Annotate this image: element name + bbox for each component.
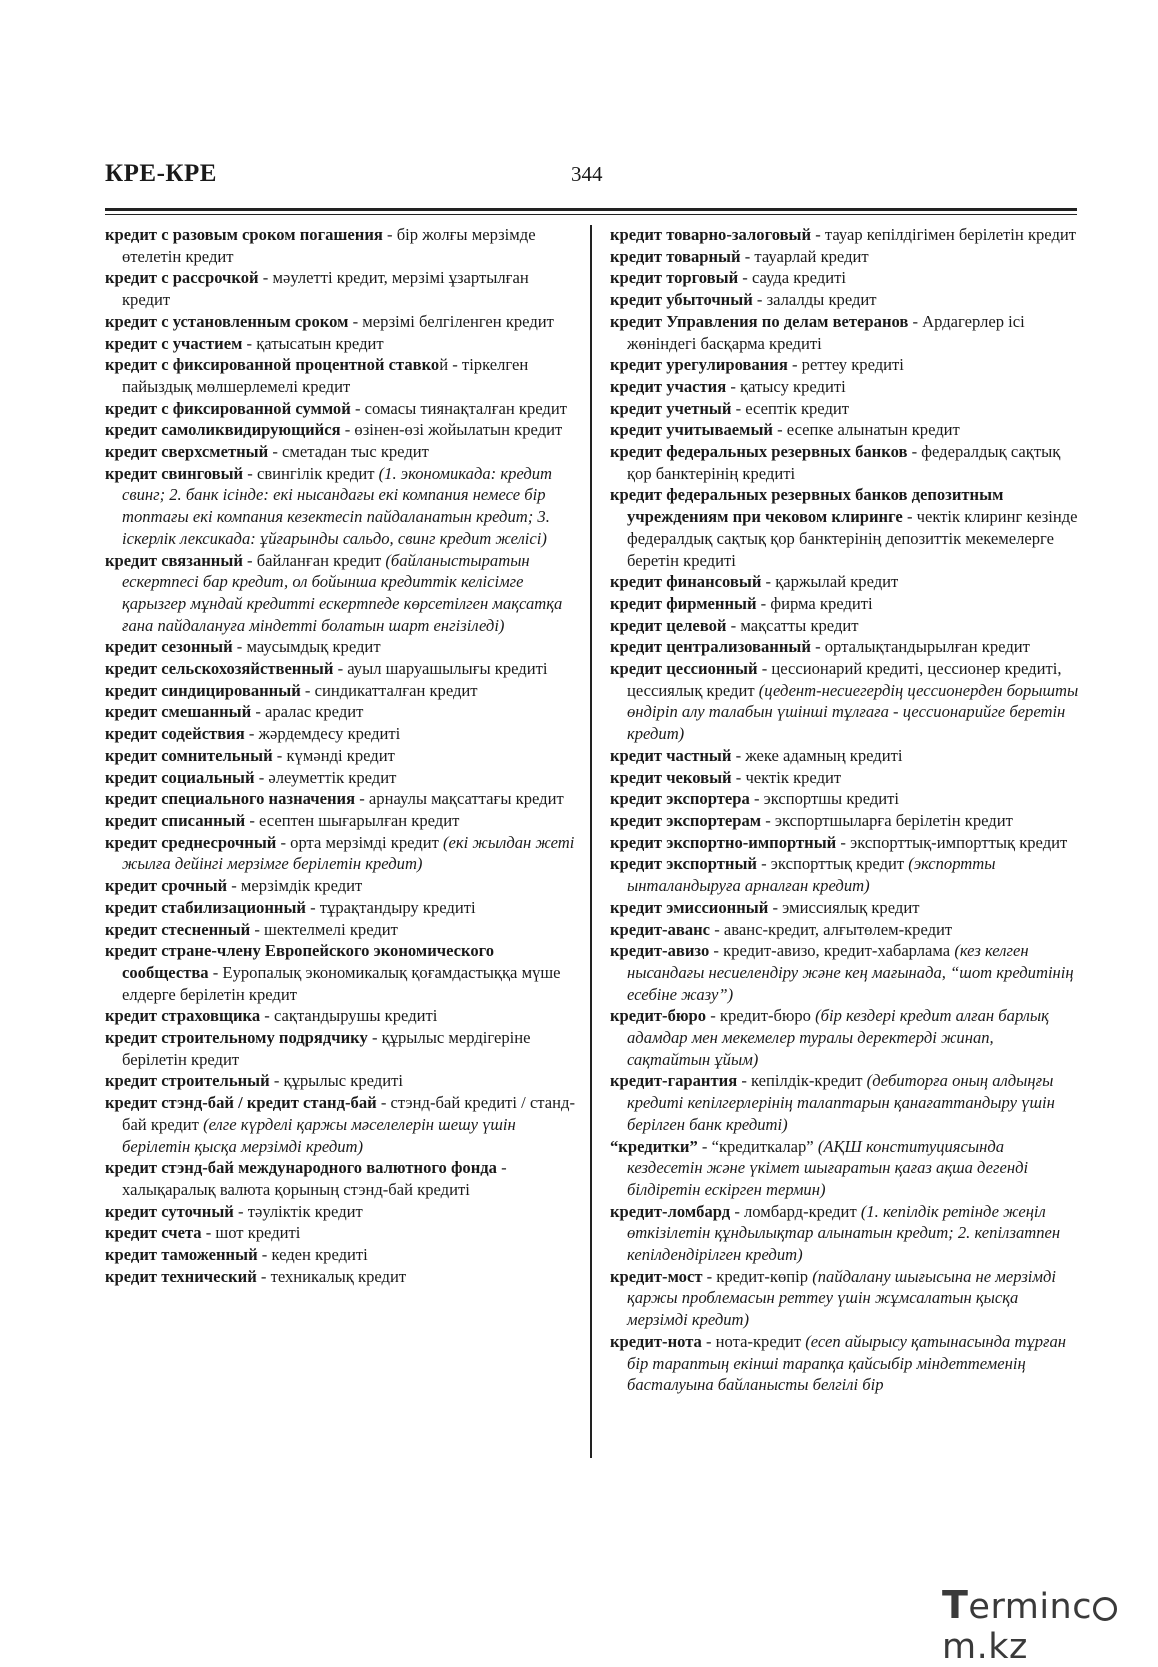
entry-term: кредит-мост: [610, 1266, 703, 1286]
dictionary-entry: [105, 1070, 575, 1092]
entry-term: кредит сельскохозяйственный: [105, 659, 334, 679]
entry-definition: - ауыл шаруашылығы кредиті: [333, 659, 548, 679]
entry-term: кредит экспортный: [610, 854, 757, 874]
entry-term: кредит строительному подрядчику: [105, 1028, 368, 1048]
entry-term: кредит стэнд-бай / кредит станд-бай: [105, 1093, 377, 1113]
entry-term: кредит свинговый: [105, 463, 244, 483]
dictionary-entry: [105, 463, 575, 550]
entry-term: кредит учитываемый: [610, 420, 773, 440]
entry-term: кредит срочный: [105, 876, 228, 896]
dictionary-entry: [610, 897, 1080, 919]
entry-term: кредит стесненный: [105, 919, 251, 939]
entry-term: кредит фирменный: [610, 593, 757, 613]
entry-term: кредит частный: [610, 745, 732, 765]
entry-definition: - өзінен-өзі жойылатын кредит: [340, 420, 563, 440]
entry-definition: - Ардагерлер ісі жөніндегі басқарма кредиті: [627, 311, 1025, 353]
dictionary-entry: [610, 224, 1080, 246]
dictionary-entry: [610, 853, 1080, 896]
dictionary-entry: [610, 376, 1080, 398]
entry-term: кредит содействия: [105, 724, 245, 744]
dictionary-entry: [610, 1070, 1080, 1135]
entry-term: кредит товарный: [610, 246, 741, 266]
entry-definition: - аванс-кредит, алғытөлем-кредит: [710, 919, 953, 939]
dictionary-entry: [610, 1201, 1080, 1266]
dictionary-entry: [610, 810, 1080, 832]
dictionary-entry: [105, 224, 575, 267]
entry-definition: - байланған кредит: [242, 550, 386, 570]
dictionary-entry: [105, 1222, 575, 1244]
entry-term: кредит с установленным сроком: [105, 311, 349, 331]
entry-definition: - арнаулы мақсаттағы кредит: [355, 789, 564, 809]
entry-definition: - кепілдік-кредит: [737, 1071, 867, 1091]
dictionary-entry: [105, 1157, 575, 1200]
entry-note: (1. кепілдік ретінде жеңіл өткізілетін құндылықтар алынатын кредит; 2. кепілзатпен кепілдендірілген кредит): [627, 1201, 1061, 1265]
logo-letter: T: [942, 1583, 969, 1627]
dictionary-entry: [105, 875, 575, 897]
entry-term: кредит эмиссионный: [610, 897, 769, 917]
dictionary-entry: [105, 311, 575, 333]
dictionary-entry: [610, 1266, 1080, 1331]
entry-definition: - залалды кредит: [752, 290, 877, 310]
dictionary-entry: [610, 398, 1080, 420]
entry-definition: - экспорттық кредит: [756, 854, 909, 874]
dictionary-entry: [610, 658, 1080, 745]
dictionary-entry: [610, 289, 1080, 311]
dictionary-entry: [610, 419, 1080, 441]
dictionary-entry: [105, 333, 575, 355]
entry-term: кредит суточный: [105, 1201, 234, 1221]
entry-term: кредит-бюро: [610, 1006, 707, 1026]
entry-term: кредит с рассрочкой: [105, 268, 259, 288]
entry-definition: - реттеу кредиті: [787, 355, 904, 375]
entry-note: (екі жылдан жеті жылға дейінгі мерзімге берілетін кредит): [122, 832, 575, 874]
dictionary-entry: [105, 940, 575, 1005]
entry-note: (елге күрделі қаржы мәселелерін шешу үшін берілетін қысқа мерзімді кредит): [122, 1114, 516, 1156]
entry-definition: - қаржылай кредит: [761, 572, 899, 592]
entry-term: кредит участия: [610, 376, 727, 396]
entry-definition: - халықаралық валюта қорының стэнд-бай кредиті: [122, 1158, 507, 1199]
dictionary-entry: [610, 246, 1080, 268]
entry-term: кредит урегулирования: [610, 355, 788, 375]
entry-term: кредит централизованный: [610, 637, 811, 657]
page-header-range: КРЕ-КРЕ: [105, 160, 217, 187]
entry-term: кредит сезонный: [105, 637, 233, 657]
entry-note: (экспортты ынталандыруға арналған кредит): [627, 854, 996, 896]
entry-definition: - фирма кредиті: [756, 593, 873, 613]
dictionary-entry: [610, 919, 1080, 941]
dictionary-entry: [610, 1005, 1080, 1070]
dictionary-entry: [105, 354, 575, 397]
entry-term: кредит с фиксированной суммой: [105, 398, 351, 418]
entry-term: кредит стэнд-бай международного валютного фонда: [105, 1158, 497, 1178]
dictionary-entry: [105, 1005, 575, 1027]
dictionary-entry: [610, 593, 1080, 615]
entry-definition: - есептік кредит: [731, 398, 850, 418]
dictionary-entry: [105, 398, 575, 420]
entry-definition: - мәулетті кредит, мерзімі ұзартылған кредит: [122, 268, 529, 310]
entry-definition: - орта мерзімді кредит: [276, 832, 443, 852]
logo-domain: m.kz: [942, 1627, 1028, 1667]
entry-term: кредит счета: [105, 1223, 202, 1243]
dictionary-entry: [105, 919, 575, 941]
entry-note: (дебиторға оның алдыңғы кредиті кепілгерлерінің талаптарын қанағаттандыру үшін берілген банк кредиті): [627, 1071, 1055, 1134]
entry-term: кредит товарно-залоговый: [610, 225, 812, 244]
entry-term: кредит таможенный: [105, 1245, 258, 1265]
entry-term: кредит технический: [105, 1266, 257, 1286]
entry-term: кредит экспортно-импортный: [610, 832, 837, 852]
entry-term: кредит Управления по делам ветеранов: [610, 311, 909, 331]
dictionary-entry: [105, 701, 575, 723]
entry-term: кредит смешанный: [105, 702, 252, 722]
entry-definition: - чектік клиринг кезінде федералдық сақтық қор банктерінің депозиттік мекемелерге беретін кредиті: [627, 507, 1078, 570]
entry-definition: - тауар кепілдігімен берілетін кредит: [811, 225, 1077, 244]
entry-definition: - жәрдемдесу кредиті: [244, 724, 401, 744]
entry-definition: - экспортшыларға берілетін кредит: [761, 810, 1013, 830]
dictionary-entry: [105, 1092, 575, 1157]
entry-term: кредит экспортера: [610, 789, 750, 809]
entry-definition: - орталықтандырылған кредит: [810, 637, 1030, 657]
dictionary-entry: [105, 419, 575, 441]
entry-definition: й - тіркелген пайыздық мөлшерлемелі кредит: [122, 355, 529, 396]
entry-definition: - кеден кредиті: [257, 1245, 368, 1265]
globe-icon: [1093, 1597, 1117, 1621]
dictionary-entry: [105, 810, 575, 832]
dictionary-entry: [105, 723, 575, 745]
dictionary-entry: [610, 788, 1080, 810]
entry-term: кредит с участием: [105, 333, 243, 353]
dictionary-entry: [105, 1201, 575, 1223]
entry-term: кредит-ломбард: [610, 1201, 731, 1221]
entry-term: кредит цессионный: [610, 659, 758, 679]
dictionary-entry: [610, 615, 1080, 637]
dictionary-entry: [610, 311, 1080, 354]
entry-term: кредит связанный: [105, 550, 243, 570]
entry-term: кредит-нота: [610, 1331, 702, 1351]
entry-definition: - жеке адамның кредиті: [731, 745, 903, 765]
entry-term: кредит среднесрочный: [105, 832, 277, 852]
entry-definition: - маусымдық кредит: [232, 637, 381, 657]
entry-definition: - эмиссиялық кредит: [768, 897, 920, 917]
dictionary-entry: [105, 441, 575, 463]
entry-term: кредит сомнительный: [105, 745, 273, 765]
entry-definition: - кредит-көпір: [702, 1266, 813, 1286]
entry-term: кредит чековый: [610, 767, 732, 787]
entry-definition: - Еуропалық экономикалық қоғамдастыққа мүше елдерге берілетін кредит: [122, 962, 561, 1004]
header-rule: [105, 208, 1077, 211]
entry-definition: - экспорттық-импорттық кредит: [836, 832, 1068, 852]
logo-text: erminc: [968, 1587, 1092, 1627]
entry-term: кредит синдицированный: [105, 680, 301, 700]
column-divider: [590, 225, 592, 1458]
entry-definition: - құрылыс мердігеріне берілетін кредит: [122, 1028, 531, 1069]
entry-term: кредит списанный: [105, 810, 246, 830]
entry-definition: - свингілік кредит: [243, 463, 379, 483]
entry-term: кредит с фиксированной процентной ставко: [105, 355, 440, 375]
dictionary-entry: [610, 767, 1080, 789]
entry-note: (1. экономикада: кредит свинг; 2. банк ісінде: екі нысандағы екі компания немесе бір топтағы екі компания кезектесіп пайдаланатын кредит; 3. іскерлік лексикада: ұйғарынды сальдо, свинг кредит желісі): [122, 463, 552, 548]
dictionary-entry: [610, 354, 1080, 376]
dictionary-entry: [610, 441, 1080, 484]
entry-definition: - тұрақтандыру кредиті: [305, 897, 476, 917]
entry-definition: - кредит-авизо, кредит-хабарлама: [709, 941, 955, 961]
dictionary-entry: [610, 832, 1080, 854]
dictionary-entry: [610, 484, 1080, 571]
dictionary-entry: [610, 1136, 1080, 1201]
entry-definition: - қатысатын кредит: [242, 333, 384, 353]
header-rule-thin: [105, 214, 1077, 215]
dictionary-entry: [105, 832, 575, 875]
page-number: 344: [571, 162, 603, 186]
entry-term: кредит социальный: [105, 767, 255, 787]
dictionary-entry: [105, 1027, 575, 1070]
entry-note: (АҚШ конституциясында кездесетін және үкімет шығаратын қағаз ақша дегенді білдіретін ескірген термин): [627, 1136, 1029, 1199]
entry-definition: - мақсатты кредит: [726, 615, 859, 635]
entry-term: кредит страховщика: [105, 1006, 261, 1026]
dictionary-entry: [610, 1331, 1080, 1396]
left-column: [105, 224, 575, 1287]
entry-note: (цедент-несиегердің цессионерден борышты өндіріп алу талабын үшінші тұлғаға - цессионарийге беретін кредит): [627, 680, 1079, 744]
dictionary-entry: [105, 658, 575, 680]
entry-term: кредит-аванс: [610, 919, 711, 939]
entry-term: кредит финансовый: [610, 572, 762, 592]
entry-note: (есеп айырысу қатынасында тұрған бір тараптың екінші тарапқа қайсыбір міндеттеменің басталуына байланысты белгілі бір: [627, 1331, 1067, 1395]
entry-definition: - техникалық кредит: [256, 1266, 407, 1286]
entry-term: кредит-гарантия: [610, 1071, 738, 1091]
entry-definition: - чектік кредит: [731, 767, 842, 787]
dictionary-entry: [105, 636, 575, 658]
entry-term: кредит убыточный: [610, 290, 753, 310]
entry-definition: - есепке алынатын кредит: [772, 420, 960, 440]
entry-definition: - есептен шығарылған кредит: [245, 810, 460, 830]
entry-definition: - сомасы тиянақталған кредит: [350, 398, 567, 418]
dictionary-entry: [105, 745, 575, 767]
entry-definition: - аралас кредит: [251, 702, 364, 722]
dictionary-entry: [610, 636, 1080, 658]
dictionary-entry: [610, 940, 1080, 1005]
entry-definition: - сақтандырушы кредиті: [260, 1006, 438, 1026]
entry-note: (пайдалану шығысына не мерзімді қаржы проблемасын реттеу үшін жұмсалатын қысқа мерзімді кредит): [627, 1266, 1057, 1330]
entry-note: (байланыстыратын ескертпесі бар кредит, ол бойынша кредиттік келісімге қарызгер мұндай кредитті ескертпеде көрсетілген мақсатқа ғана пайдалануға міндетті болатын шарт енгізіледі): [122, 550, 563, 635]
entry-definition: - кредит-бюро: [706, 1006, 816, 1026]
dictionary-entry: [610, 745, 1080, 767]
entry-term: кредит с разовым сроком погашения: [105, 225, 383, 244]
entry-definition: - шот кредиті: [201, 1223, 301, 1243]
right-column: [610, 224, 1080, 1396]
dictionary-entry: [610, 267, 1080, 289]
entry-definition: - мерзімі белгіленген кредит: [348, 311, 554, 331]
termincom-logo[interactable]: [942, 1583, 1158, 1667]
entry-definition: - “кредиткалар”: [697, 1136, 818, 1156]
entry-term: кредит федеральных резервных банков депозитным учреждениям при чековом клиринге: [610, 485, 1004, 527]
dictionary-entry: [105, 267, 575, 310]
entry-definition: - сауда кредиті: [738, 268, 846, 288]
entry-term: “кредитки”: [610, 1136, 698, 1156]
entry-note: (бір кездері кредит алған барлық адамдар мен мекемелер туралы деректерді жинап, сақтайтын ұйым): [627, 1006, 1049, 1069]
entry-definition: - ломбард-кредит: [730, 1201, 861, 1221]
entry-definition: - тәуліктік кредит: [233, 1201, 363, 1221]
dictionary-entry: [105, 680, 575, 702]
entry-definition: - мерзімдік кредит: [227, 876, 363, 896]
entry-definition: - құрылыс кредиті: [269, 1071, 403, 1091]
entry-term: кредит сверхсметный: [105, 442, 269, 462]
entry-definition: - стэнд-бай кредиті / станд-бай кредит: [122, 1093, 575, 1134]
dictionary-entry: [610, 571, 1080, 593]
entry-definition: - федералдық сақтық қор банктерінің кредиті: [627, 442, 1061, 483]
dictionary-entry: [105, 550, 575, 637]
entry-term: кредит целевой: [610, 615, 727, 635]
entry-note: (кез келген нысандағы несиелендіру және кең мағынада, “шот кредитінің есебіне жазу”): [627, 941, 1074, 1004]
entry-term: кредит самоликвидирующийся: [105, 420, 341, 440]
dictionary-entry: [105, 1244, 575, 1266]
entry-term: кредит стране-члену Европейского экономического сообщества: [105, 941, 495, 982]
entry-definition: - әлеуметтік кредит: [254, 767, 397, 787]
entry-definition: - цессионарий кредиті, цессионер кредиті, цессиялық кредит: [627, 659, 1062, 700]
entry-term: кредит экспортерам: [610, 810, 762, 830]
entry-definition: - тауарлай кредит: [740, 246, 869, 266]
dictionary-entry: [105, 897, 575, 919]
entry-term: кредит-авизо: [610, 941, 710, 961]
entry-definition: - қатысу кредиті: [726, 376, 846, 396]
dictionary-entry: [105, 767, 575, 789]
dictionary-entry: [105, 788, 575, 810]
entry-definition: - экспортшы кредиті: [749, 789, 900, 809]
entry-term: кредит торговый: [610, 268, 739, 288]
entry-term: кредит учетный: [610, 398, 732, 418]
entry-definition: - сметадан тыс кредит: [268, 442, 429, 462]
entry-definition: - синдикатталған кредит: [300, 680, 478, 700]
dictionary-entry: [105, 1266, 575, 1288]
entry-definition: - шектелмелі кредит: [250, 919, 398, 939]
entry-definition: - нота-кредит: [701, 1331, 806, 1351]
entry-term: кредит стабилизационный: [105, 897, 306, 917]
entry-term: кредит федеральных резервных банков: [610, 442, 908, 462]
entry-term: кредит строительный: [105, 1071, 270, 1091]
entry-definition: - бір жолғы мерзімде өтелетін кредит: [122, 225, 536, 266]
entry-term: кредит специального назначения: [105, 789, 356, 809]
entry-definition: - күмәнді кредит: [272, 745, 395, 765]
